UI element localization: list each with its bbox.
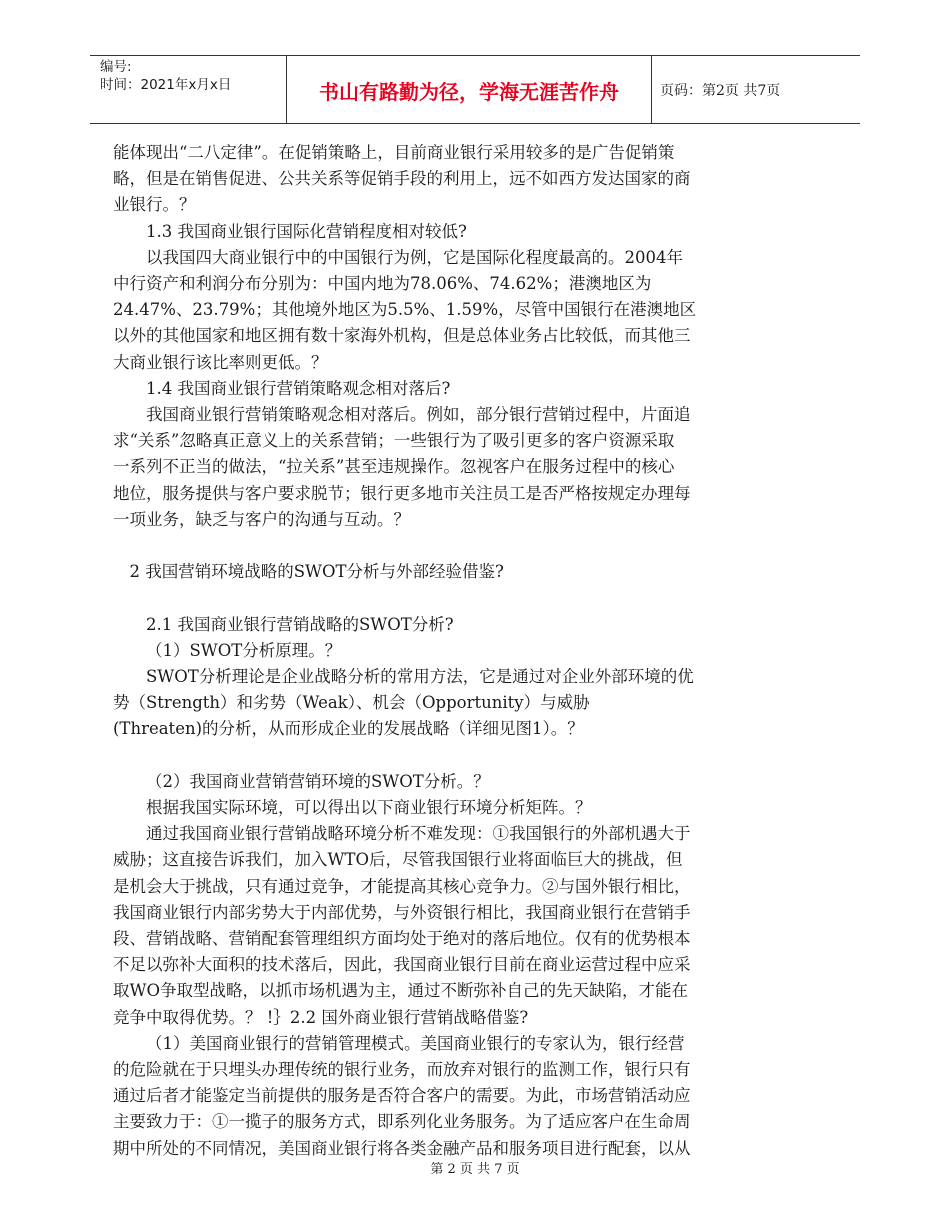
body-line: 中行资产和利润分布分别为：中国内地为78.06%、74.62%；港澳地区为	[113, 274, 652, 294]
body-line: 以外的其他国家和地区拥有数十家海外机构，但是总体业务占比较低，而其他三	[113, 326, 691, 346]
section-heading: 1.3 我国商业银行国际化营销程度相对较低?	[146, 221, 467, 241]
body-line: 业银行。？	[113, 195, 196, 215]
body-line: 以我国四大商业银行中的中国银行为例，它是国际化程度最高的。2004年	[146, 247, 683, 267]
page-footer: 第 2 页 共 7 页	[430, 1162, 520, 1177]
subsection-heading: （1）SWOT分析原理。？	[146, 640, 342, 660]
section-heading: 1.4 我国商业银行营销策略观念相对落后?	[146, 378, 451, 398]
body-line: 地位，服务提供与客户要求脱节；银行更多地市关注员工是否严格按规定办理每	[113, 483, 691, 503]
body-line: 我国商业银行内部劣势大于内部优势，与外资银行相比，我国商业银行在营销手	[113, 902, 691, 922]
page-header	[90, 55, 860, 124]
body-line: 取WO争取型战略，以抓市场机遇为主，通过不断弥补自己的先天缺陷，才能在	[113, 981, 688, 1001]
body-line: 主要致力于：①一揽子的服务方式，即系列化业务服务。为了适应客户在生命周	[113, 1112, 691, 1132]
body-line: 我国商业银行营销策略观念相对落后。例如，部分银行营销过程中，片面追	[146, 405, 691, 425]
body-line: 是机会大于挑战，只有通过竞争，才能提高其核心竞争力。②与国外银行相比，	[113, 876, 691, 896]
body-line: 竞争中取得优势。？ !｝2.2 国外商业银行营销战略借鉴?	[113, 1007, 529, 1027]
body-line: 段、营销战略、营销配套管理组织方面均处于绝对的落后地位。仅有的优势根本	[113, 929, 691, 949]
body-line: 略，但是在销售促进、公共关系等促销手段的利用上，远不如西方发达国家的商	[113, 169, 691, 189]
body-line: 不足以弥补大面积的技术落后，因此，我国商业银行目前在商业运营过程中应采	[113, 955, 691, 975]
chapter-heading: 2 我国营销环境战略的SWOT分析与外部经验借鉴?	[129, 562, 504, 582]
body-line: 求“关系”忽略真正意义上的关系营销；一些银行为了吸引更多的客户资源采取	[113, 431, 675, 451]
blank-line	[113, 743, 793, 769]
body-line: SWOT分析理论是企业战略分析的常用方法，它是通过对企业外部环境的优	[146, 667, 694, 687]
body-line: 一项业务，缺乏与客户的沟通与互动。？	[113, 509, 410, 529]
body-line: （1）美国商业银行的营销管理模式。美国商业银行的专家认为，银行经营	[146, 1033, 685, 1053]
body-line: 势（Strength）和劣势（Weak）、机会（Opportunity）与威胁	[113, 693, 590, 713]
page-number-label: 页码：第2页 共7页	[660, 83, 781, 99]
section-heading: 2.1 我国商业银行营销战略的SWOT分析?	[146, 614, 454, 634]
subsection-heading: （2）我国商业营销营销环境的SWOT分析。？	[146, 771, 490, 791]
body-line: 的危险就在于只埋头办理传统的银行业务，而放弃对银行的监测工作，银行只有	[113, 1060, 691, 1080]
date-label: 时间：2021年x月x日	[100, 77, 232, 93]
document-body	[113, 140, 793, 1162]
body-line: 威胁；这直接告诉我们，加入WTO后，尽管我国银行业将面临巨大的挑战，但	[113, 850, 683, 870]
header-page-cell	[650, 56, 860, 123]
body-line: 根据我国实际环境，可以得出以下商业银行环境分析矩阵。？	[146, 798, 592, 818]
body-line: 期中所处的不同情况，美国商业银行将各类金融产品和服务项目进行配套，以从	[113, 1138, 691, 1158]
blank-line	[113, 533, 793, 559]
blank-line	[113, 585, 793, 611]
body-line: (Threaten)的分析，从而形成企业的发展战略（详细见图1）。？	[113, 719, 584, 739]
body-line: 通过我国商业银行营销战略环境分析不难发现：①我国银行的外部机遇大于	[146, 824, 691, 844]
header-meta-cell	[90, 56, 286, 123]
body-line: 能体现出“二八定律”。在促销策略上，目前商业银行采用较多的是广告促销策	[113, 143, 675, 162]
header-motto-cell	[286, 56, 652, 123]
body-line: 通过后者才能鉴定当前提供的服务是否符合客户的需要。为此，市场营销活动应	[113, 1086, 691, 1106]
body-line: 24.47%、23.79%；其他境外地区为5.5%、1.59%，尽管中国银行在港澳地区	[113, 300, 697, 320]
body-line: 一系列不正当的做法，“拉关系”甚至违规操作。忽视客户在服务过程中的核心	[113, 457, 675, 477]
serial-number-label: 编号:	[100, 59, 132, 75]
motto-text: 书山有路勤为径，学海无涯苦作舟	[319, 80, 619, 104]
body-line: 大商业银行该比率则更低。？	[113, 352, 328, 372]
